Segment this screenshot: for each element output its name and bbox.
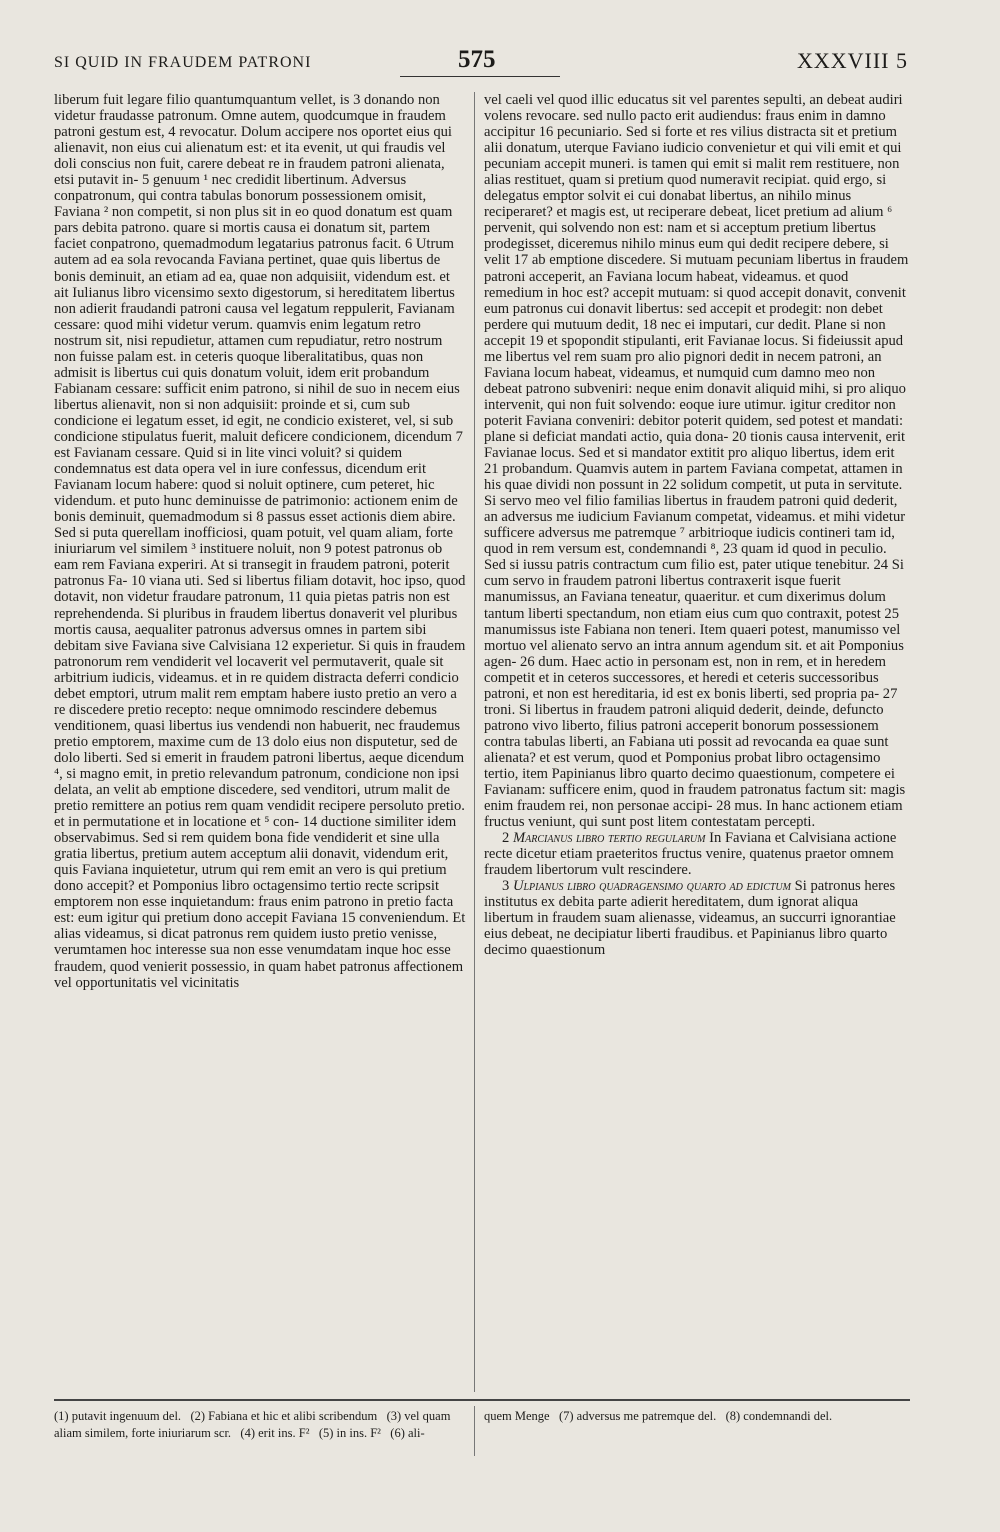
- footnote-5: (5) in ins. F²: [318, 1425, 381, 1440]
- left-column-paragraph: liberum fuit legare filio quantumquantum vellet, is 3 donando non videtur fraudasse patronum. Omne autem, quodcumque in fraudem patroni gestum est, 4 revocatur. Dolum accipere nos oportet eius qui alienavit, non eius cui alienatum est: et ita evenit, ut qui fraudis vel doli conscius non fuit, carere debeat re in fraudem patroni alienata, etsi putavit in- 5 genuum ¹ nec credidit libertinum. Adversus conpatronum, qui contra tabulas bonorum possessionem omisit, Faviana ² non competit, si non plus sit in eo quod donatum est quam pars debita patrono. quare si mortis causa ei donatum sit, partem faciet conpatrono, quemadmodum legatarius patronus facit. 6 Utrum autem ad ea sola revocanda Faviana pertinet, quae quis libertus de bonis deminuit, an etiam ad ea, quae non adquisiit, videndum est. et ait Iulianus libro vicensimo sexto digestorum, si hereditatem libertus non adierit fraudandi patroni causa vel legatum reppulerit, Favianam cessare: quod mihi videtur verum. quamvis enim legatum retro nostrum sit, nisi repudietur, attamen cum repudiatur, retro nostrum non fuisse palam est. in ceteris quoque liberalitatibus, quas non admisit is libertus cui quis donatum voluit, idem erit probandum Fabianam cessare: sufficit enim patrono, si nihil de suo in necem eius libertus alienavit, non si non adquisiit: proinde et si, cum sub condicione ei legatum esset, id egit, ne condicio existeret, vel, si sub condicione stipulatus fuerit, maluit deficere condicionem, dicendum 7 est Favianam cessare. Quid si in lite vinci voluit? si quidem condemnatus est data opera vel in iure confessus, dicendum erit Favianam locum habere: quod si noluit optinere, cum peteret, hic videndum. et puto hunc deminuisse de patrimonio: actionem enim de bonis deminuit, quemadmodum si 8 passus esset actionis diem abire. Sed si puta querellam inofficiosi, quam potuit, vel quam aliam, forte iniuriarum vel similem ³ instituere noluit, non 9 potest patronus ob eam rem Faviana experiri. At si transegit in fraudem patroni, poterit patronus Fa- 10 viana uti. Sed si libertus filiam dotavit, hoc ipso, quod dotavit, non videtur fraudare patronum, 11 quia pietas patris non est reprehendenda. Si pluribus in fraudem libertus donaverit vel pluribus mortis causa, aequaliter patronus adversus omnes in partem sibi debitam sive Faviana sive Calvisiana 12 experietur. Si quis in fraudem patronorum rem vendiderit vel locaverit vel permutaverit, quale sit arbitrium iudicis, videamus. et in re quidem distracta deferri condicio debet emptori, utrum malit rem emptam habere iusto pretio an vero a re discedere pretio recepto: neque omnimodo rescindere debemus venditionem, quasi libertus ius vendendi non habuerit, nec fraudemus pretio emptorem, maxime cum de 13 dolo eius non disputetur, sed de dolo liberti. Sed si emerit in fraudem patroni libertus, aeque dicendum ⁴, si magno emit, in pretio relevandum patronum, condicione non ipsi delata, an velit ab emptione discedere, sed venditori, utrum malit de pretio remittere an potius rem quam vendidit recipere persoluto pretio. et in permutatione et in locatione et ⁵ con- 14 ductione similiter idem observabimus. Sed si rem quidem bona fide vendiderit et sine ulla gratia libertus, pretium autem acceptum alii donavit, videndum erit, quis Faviana inquietetur, utrum qui rem emit an vero is qui pretium dono accepit? et Pomponius libro octagensimo tertio recte scripsit emptorem non esse inquietandum: fraus enim patrono in pretio facta est: eum igitur qui pretium dono accepit Faviana 15 conveniendum. Et alias videamus, si dicat patronus rem quidem iusto pretio venisse, verumtamen hoc interesse sua non esse venumdatam inque hoc esse fraudem, quod venierit possessio, in quam habet patronus affectionem vel opportunitatis vel vicinitatis: [54, 92, 466, 991]
- section-3-paragraph: [484, 878, 909, 958]
- section-2-number: 2: [502, 830, 510, 847]
- section-reference: XXXVIII 5: [796, 48, 908, 73]
- footnote-2: (2) Fabiana et hic et alibi scribendum: [190, 1409, 378, 1423]
- section-3-number: 3: [502, 878, 510, 895]
- footnote-7: (7) adversus me patremque del.: [558, 1409, 717, 1423]
- header-rule: [400, 76, 560, 77]
- section-3-text: Si patronus heres institutus ex debita parte adierit hereditatem, dum ignorat aliqua libertum in fraudem suam alienasse, videamus, an succurri ignorantiae eius debeat, ne decipiatur liberti fraudibus. et Papinianus libro quarto decimo quaestionum: [484, 878, 896, 959]
- footnote-6-continued: quem Menge: [484, 1409, 550, 1423]
- running-title: SI QUID IN FRAUDEM PATRONI: [54, 54, 312, 71]
- page-number: 575: [458, 46, 496, 73]
- left-column: [54, 92, 466, 991]
- footnote-1: (1) putavit ingenuum del.: [54, 1409, 182, 1423]
- footnote-6: (6) ali-: [390, 1425, 425, 1440]
- footnotes-right: [484, 1408, 909, 1425]
- column-divider: [474, 92, 475, 1392]
- footnote-8: (8) condemnandi del.: [725, 1409, 833, 1423]
- footnotes-left: [54, 1408, 464, 1441]
- footnote-3: (3) vel quam aliam similem, forte iniuriarum scr.: [54, 1409, 451, 1440]
- section-2-paragraph: [484, 830, 909, 878]
- section-2-text: In Faviana et Calvisiana actione recte dicetur etiam praeteritos fructus venire, quatenus praetor omnem fraudem libertorum vult rescindere.: [484, 830, 897, 879]
- footnote-divider: [474, 1406, 475, 1456]
- section-2-citation: Marcianus libro tertio regularum: [512, 830, 706, 847]
- footnote-4: (4) erit ins. F²: [240, 1425, 310, 1440]
- right-column: [484, 92, 909, 959]
- page-header: [0, 44, 1000, 80]
- footnote-rule: [54, 1399, 910, 1401]
- right-column-paragraph: vel caeli vel quod illic educatus sit vel parentes sepulti, an debeat audiri volens revocare. sed nullo pacto erit audiendus: fraus enim in damno accipitur 16 pecuniario. Sed si forte et res vilius distracta sit et pretium alii donatum, uterque Faviano iudicio convenietur et qui vili emit et qui pecuniam accepit muneri. is tamen qui emit si malit rem restituere, non alias restituet, quam si pretium quod numeravit recipiat. quid ergo, si delegatus emptor solvit ei cui donabat libertus, an nihilo minus reciperaret? et magis est, ut reciperare debeat, licet pretium ad alium ⁶ pervenit, qui solvendo non est: nam et si acceptum pretium libertus prodegisset, diceremus nihilo minus eum qui dedit recipere debere, si velit 17 ab emptione discedere. Si mutuam pecuniam libertus in fraudem patroni acceperit, an Faviana locum habeat, videamus. et quod remedium in hoc est? accepit mutuam: si quod accepit donavit, convenit eum patronus cui donavit libertus: sed accepit et prodegit: non debet perdere qui mutuum dedit, 18 nec ei imputari, cur dedit. Plane si non accepit 19 et spopondit stipulanti, erit Favianae locus. Si fideiussit apud me libertus vel rem suam pro alio pignori dedit in necem patroni, an Faviana locum habeat, videamus, et numquid cum damno meo non debeat patrono subveniri: neque enim donavit aliquid mihi, si pro aliquo intervenit, qui non fuit solvendo: eoque iure utimur. igitur creditor non poterit Faviana conveniri: debitor poterit quidem, sed potest et mandati: plane si deficiat mandati actio, quia dona- 20 tionis causa intervenit, erit Favianae locus. Sed et si mandator extitit pro aliquo libertus, idem erit 21 probandum. Quamvis autem in partem Faviana competat, attamen in his quae dividi non possunt in 22 solidum competit, ut puta in servitute. Si servo meo vel filio familias libertus in fraudem patroni quid dederit, an adversus me iudicium Favianum competat, videamus. et mihi videtur sufficere adversus me patremque ⁷ arbitrioque iudicis contineri tam id, quod in rem versum est, condemnandi ⁸, 23 quam id quod in peculio. Sed si iussu patris contractum cum filio est, pater utique tenebitur. 24 Si cum servo in fraudem patroni libertus contraxerit isque fuerit manumissus, an Faviana teneatur, quaeritur. et cum dixerimus dolum tantum liberti spectandum, non etiam eius cum quo contraxit, potest 25 manumissus iste Fabiana non teneri. Item quaeri potest, manumisso vel mortuo vel alienato servo an intra annum agendum sit. et ait Pomponius agen- 26 dum. Haec actio in personam est, non in rem, et in heredem competit et in ceteros successores, et heredi et ceteris successoribus patroni, et non est hereditaria, id est ex bonis liberti, sed propria pa- 27 troni. Si libertus in fraudem patroni aliquid dederit, deinde, defuncto patrono vivo liberto, filius patroni acceperit bonorum possessionem contra tabulas liberti, an Fabiana uti possit ad revocanda ea quae sunt alienata? et est verum, quod et Pomponius probat libro octagensimo tertio, item Papinianus libro quarto decimo quaestionum, competere ei Favianam: sufficere enim, quod in fraudem patronatus factum sit: magis enim fraudem rei, non personae accipi- 28 mus. In hanc actionem etiam fructus veniunt, qui sunt post litem contestatam percepti.: [484, 92, 909, 831]
- section-3-citation: Ulpianus libro quadragensimo quarto ad edictum: [512, 878, 791, 895]
